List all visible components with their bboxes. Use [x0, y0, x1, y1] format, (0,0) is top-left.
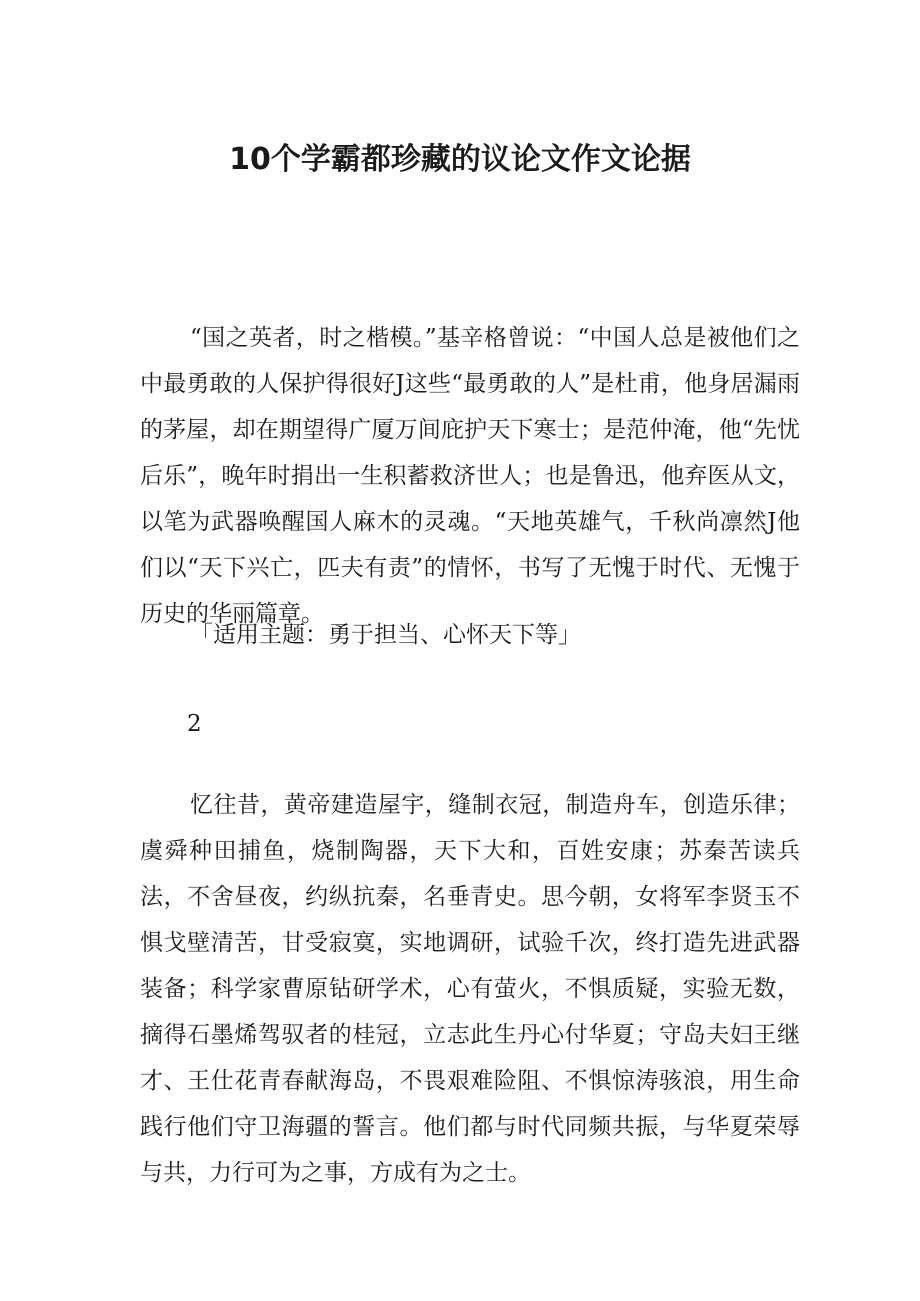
paragraph-2: [140, 782, 800, 1196]
theme-note: 「适用主题：勇于担当、心怀天下等」: [190, 622, 581, 648]
paragraph-1: [140, 315, 800, 637]
page-title: 10个学霸都珍藏的议论文作文论据: [229, 142, 691, 177]
paragraph-text: 忆往昔，黄帝建造屋宇，缝制衣冠，制造舟车，创造乐律；虞舜种田捕鱼，烧制陶器，天下大和，百姓安康；苏秦苦读兵法，不舍昼夜，约纵抗秦，名垂青史。思今朝，女将军李贤玉不惧戈壁清苦，甘受寂寞，实地调研，试验千次，终打造先进武器装备；科学家曹原钻研学术，心有萤火，不惧质疑，实验无数，摘得石墨烯驾驭者的桂冠，立志此生丹心付华夏；守岛夫妇王继才、王仕花青春献海岛，不畏艰难险阻、不惧惊涛骇浪，用生命践行他们守卫海疆的誓言。他们都与时代同频共振，与华夏荣辱与共，力行可为之事，方成有为之士。: [140, 792, 800, 1186]
paragraph-text: “国之英者，时之楷模。”基辛格曾说：“中国人总是被他们之中最勇敢的人保护得很好J这些“最勇敢的人”是杜甫，他身居漏雨的茅屋，却在期望得广厦万间庇护天下寒士；是范仲淹，他“先忧后乐”，晚年时捐出一生积蓄救济世人；也是鲁迅，他弃医从文，以笔为武器唤醒国人麻木的灵魂。“天地英雄气，千秋尚凛然J他们以“天下兴亡，匹夫有责”的情怀，书写了无愧于时代、无愧于历史的华丽篇章。: [140, 325, 800, 627]
section-number: 2: [187, 711, 202, 737]
